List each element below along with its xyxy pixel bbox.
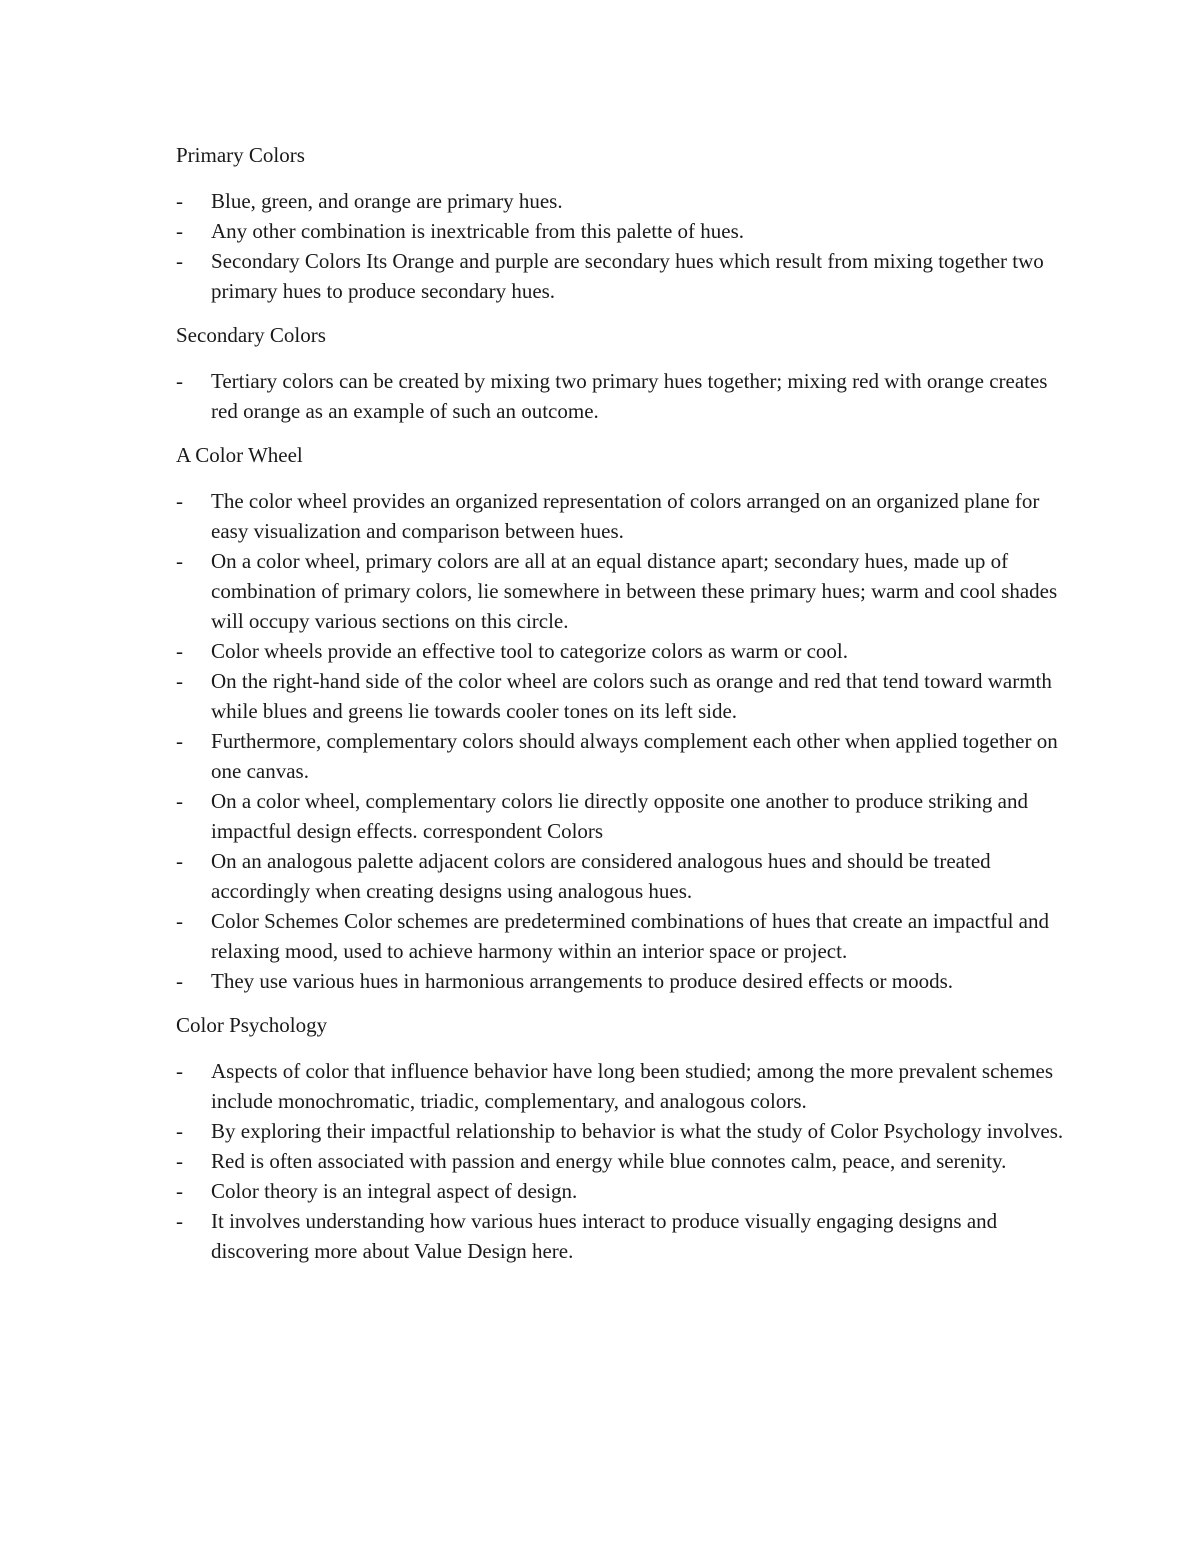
list-item [176, 366, 1076, 426]
list-item-text: On a color wheel, complementary colors lie directly opposite one another to produce striking and impactful design effects. correspondent Colors [211, 789, 1029, 843]
section-color-wheel [176, 440, 1076, 996]
bullet-dash: - [176, 969, 183, 993]
bullet-dash: - [176, 189, 183, 213]
section-heading: A Color Wheel [176, 443, 303, 467]
list-item [176, 186, 1076, 216]
list-item-text: Red is often associated with passion and energy while blue connotes calm, peace, and serenity. [211, 1149, 1007, 1173]
list-item [176, 1116, 1076, 1146]
list-item [176, 1146, 1076, 1176]
document-page [176, 140, 1076, 1280]
list-item-text: The color wheel provides an organized representation of colors arranged on an organized plane for easy visualization and comparison between hues. [211, 489, 1040, 543]
list-item-text: Tertiary colors can be created by mixing two primary hues together; mixing red with orange creates red orange as an example of such an outcome. [211, 369, 1048, 423]
bullet-dash: - [176, 369, 183, 393]
bullet-dash: - [176, 219, 183, 243]
list-item-text: On the right-hand side of the color wheel are colors such as orange and red that tend toward warmth while blues and greens lie towards cooler tones on its left side. [211, 669, 1052, 723]
list-item [176, 906, 1076, 966]
bullet-dash: - [176, 789, 183, 813]
section-heading: Secondary Colors [176, 323, 326, 347]
list-item [176, 1056, 1076, 1116]
list-item-text: By exploring their impactful relationship to behavior is what the study of Color Psychology involves. [211, 1119, 1064, 1143]
list-item-text: Blue, green, and orange are primary hues. [211, 189, 563, 213]
bullet-dash: - [176, 639, 183, 663]
bullet-dash: - [176, 549, 183, 573]
bullet-dash: - [176, 909, 183, 933]
list-item [176, 636, 1076, 666]
list-item-text: Furthermore, complementary colors should always complement each other when applied together on one canvas. [211, 729, 1058, 783]
section-heading: Color Psychology [176, 1013, 328, 1037]
list-item [176, 486, 1076, 546]
list-item-text: Any other combination is inextricable from this palette of hues. [211, 219, 745, 243]
section-secondary-colors [176, 320, 1076, 426]
list-item [176, 846, 1076, 906]
list-item [176, 966, 1076, 996]
section-primary-colors [176, 140, 1076, 306]
section-color-psychology [176, 1010, 1076, 1266]
bullet-dash: - [176, 249, 183, 273]
list-item-text: They use various hues in harmonious arrangements to produce desired effects or moods. [211, 969, 953, 993]
list-item-text: Secondary Colors Its Orange and purple are secondary hues which result from mixing together two primary hues to produce secondary hues. [211, 249, 1044, 303]
list-item [176, 1206, 1076, 1266]
list-item-text: Color wheels provide an effective tool to categorize colors as warm or cool. [211, 639, 848, 663]
bullet-dash: - [176, 1059, 183, 1083]
bullet-dash: - [176, 1149, 183, 1173]
bullet-dash: - [176, 669, 183, 693]
list-item [176, 726, 1076, 786]
bullet-dash: - [176, 849, 183, 873]
list-item-text: Color theory is an integral aspect of design. [211, 1179, 578, 1203]
list-item [176, 246, 1076, 306]
bullet-dash: - [176, 1209, 183, 1233]
list-item-text: Color Schemes Color schemes are predetermined combinations of hues that create an impactful and relaxing mood, used to achieve harmony within an interior space or project. [211, 909, 1049, 963]
list-item [176, 666, 1076, 726]
bullet-dash: - [176, 729, 183, 753]
list-item-text: It involves understanding how various hues interact to produce visually engaging designs and discovering more about Value Design here. [211, 1209, 998, 1263]
bullet-dash: - [176, 1119, 183, 1143]
bullet-list [176, 186, 1076, 306]
bullet-dash: - [176, 1179, 183, 1203]
bullet-list [176, 366, 1076, 426]
bullet-list [176, 1056, 1076, 1266]
list-item [176, 546, 1076, 636]
list-item [176, 786, 1076, 846]
list-item [176, 1176, 1076, 1206]
list-item [176, 216, 1076, 246]
bullet-dash: - [176, 489, 183, 513]
bullet-list [176, 486, 1076, 996]
list-item-text: On a color wheel, primary colors are all at an equal distance apart; secondary hues, made up of combination of primary colors, lie somewhere in between these primary hues; warm and cool shades will occupy various sections on this circle. [211, 549, 1058, 633]
list-item-text: Aspects of color that influence behavior have long been studied; among the more prevalent schemes include monochromatic, triadic, complementary, and analogous colors. [211, 1059, 1054, 1113]
list-item-text: On an analogous palette adjacent colors are considered analogous hues and should be treated accordingly when creating designs using analogous hues. [211, 849, 991, 903]
section-heading: Primary Colors [176, 143, 305, 167]
